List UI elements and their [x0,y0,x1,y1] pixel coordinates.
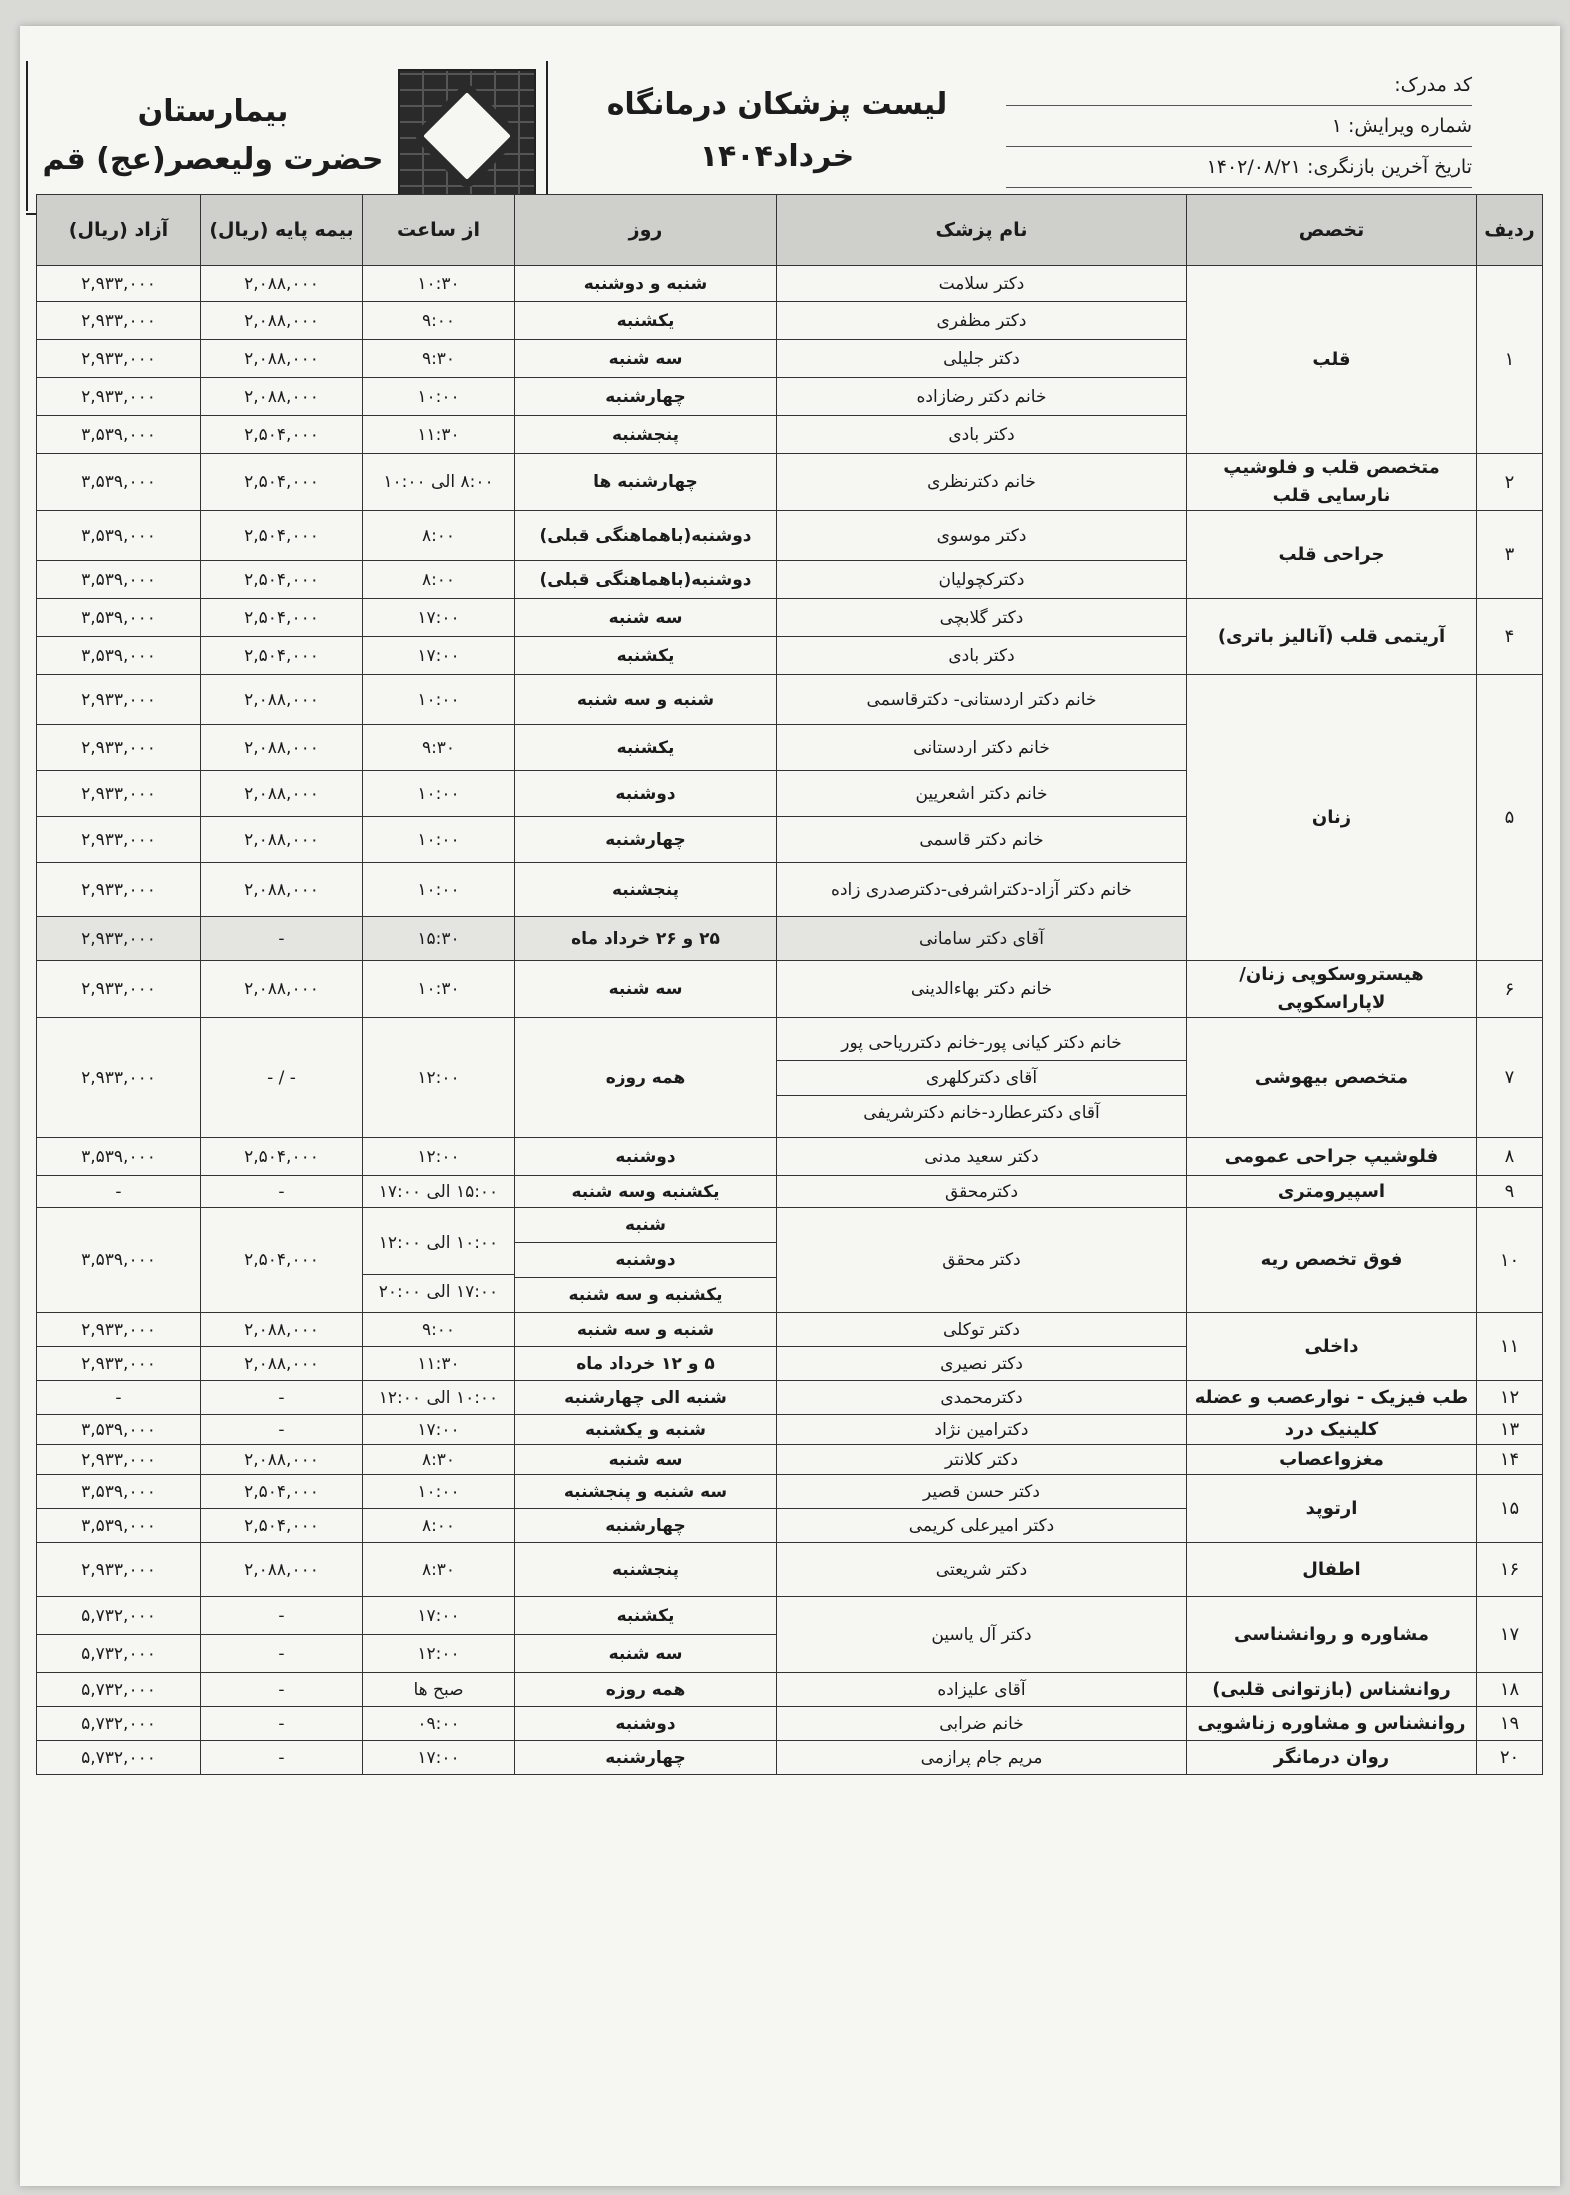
doctor-cell: دکتر محقق [777,1208,1187,1313]
specialty-cell: روانشناس (بازتوانی قلبی) [1187,1673,1477,1707]
free-price-cell: ۲,۹۳۳,۰۰۰ [37,1018,201,1138]
doctor-cell: خانم دکتر آزاد-دکتراشرفی-دکترصدری زاده [777,863,1187,917]
time-cell: ۸:۰۰ [363,511,515,561]
time-cell: ۱۱:۳۰ [363,416,515,454]
time-cell: ۹:۳۰ [363,725,515,771]
table-row [37,266,1543,302]
free-price-cell: ۲,۹۳۳,۰۰۰ [37,817,201,863]
time-cell: ۸:۳۰ [363,1543,515,1597]
row-number-cell: ۲۰ [1477,1741,1543,1775]
doctor-cell: دکتر سعید مدنی [777,1138,1187,1176]
specialty-cell: جراحی قلب [1187,511,1477,599]
free-price-cell: ۲,۹۳۳,۰۰۰ [37,1445,201,1475]
doctor-cell: دکترمحمدی [777,1381,1187,1415]
doctor-cell: خانم دکتر اردستانی- دکترقاسمی [777,675,1187,725]
table-row [37,1018,1543,1138]
day-cell: چهارشنبه [515,1741,777,1775]
insurance-price-cell: ۲,۵۰۴,۰۰۰ [201,561,363,599]
row-number-cell: ۱۷ [1477,1597,1543,1673]
specialty-cell: متخصص قلب و فلوشیپ نارسایی قلب [1187,454,1477,511]
insurance-price-cell: ۲,۰۸۸,۰۰۰ [201,302,363,340]
day-cell: یکشنبه [515,637,777,675]
doctor-cell: دکتر کلانتر [777,1445,1187,1475]
table-row [37,1741,1543,1775]
insurance-price-cell: ۲,۰۸۸,۰۰۰ [201,1347,363,1381]
time-cell: ۸:۰۰ [363,1509,515,1543]
doctor-cell: آقای علیزاده [777,1673,1187,1707]
doctor-cell: دکتر آل یاسین [777,1597,1187,1673]
free-price-cell: ۲,۹۳۳,۰۰۰ [37,917,201,961]
free-price-cell: ۳,۵۳۹,۰۰۰ [37,416,201,454]
day-cell: دوشنبه(باهماهنگی قبلی) [515,511,777,561]
insurance-price-cell: ۲,۰۸۸,۰۰۰ [201,378,363,416]
row-number-cell: ۲ [1477,454,1543,511]
document-header [26,61,1486,215]
document-title [546,61,1006,211]
doctor-cell: خانم دکتر اردستانی [777,725,1187,771]
insurance-price-cell: ۲,۵۰۴,۰۰۰ [201,511,363,561]
time-cell: ۱۵:۳۰ [363,917,515,961]
day-cell: چهارشنبه [515,1509,777,1543]
specialty-cell: قلب [1187,266,1477,454]
time-cell: ۱۱:۳۰ [363,1347,515,1381]
col-specialty: تخصص [1187,195,1477,266]
row-number-cell: ۱۶ [1477,1543,1543,1597]
free-price-cell: ۲,۹۳۳,۰۰۰ [37,771,201,817]
time-cell: ۱۰:۰۰ [363,817,515,863]
table-row [37,1475,1543,1509]
time-cell: ۱۰:۰۰ [363,675,515,725]
day-value: دوشنبه [515,1242,776,1277]
day-cell: همه روزه [515,1673,777,1707]
time-cell: ۱۷:۰۰ [363,599,515,637]
day-cell: پنجشنبه [515,863,777,917]
insurance-price-cell: ۲,۰۸۸,۰۰۰ [201,1445,363,1475]
table-row [37,675,1543,725]
insurance-price-cell: - [201,1597,363,1635]
free-price-cell: ۵,۷۳۲,۰۰۰ [37,1673,201,1707]
hospital-name-line1: بیمارستان [137,94,289,129]
time-cell: ۱۷:۰۰ [363,1741,515,1775]
specialty-cell: مغزواعصاب [1187,1445,1477,1475]
day-cell: شنبه و سه شنبه [515,1313,777,1347]
title-line1: لیست پزشکان درمانگاه [606,87,948,122]
time-cell: ۸:۰۰ الی ۱۰:۰۰ [363,454,515,511]
time-cell: ۹:۳۰ [363,340,515,378]
doctor-cell: دکترامین نژاد [777,1415,1187,1445]
table-body [37,266,1543,1775]
specialty-cell: آریتمی قلب (آنالیز باتری) [1187,599,1477,675]
doctor-cell: خانم دکتر اشعریین [777,771,1187,817]
day-cell: سه شنبه [515,1445,777,1475]
table-row [37,1176,1543,1208]
specialty-cell: متخصص بیهوشی [1187,1018,1477,1138]
table-row [37,1138,1543,1176]
free-price-cell: ۲,۹۳۳,۰۰۰ [37,302,201,340]
time-cell: ۱۲:۰۰ [363,1635,515,1673]
edition-number: شماره ویرایش: ۱ [1006,106,1472,147]
doctor-cell: دکتر امیرعلی کریمی [777,1509,1187,1543]
insurance-price-cell: - / - [201,1018,363,1138]
insurance-price-cell: - [201,1381,363,1415]
doctor-cell: دکتر بادی [777,637,1187,675]
doctor-cell: دکترکچولیان [777,561,1187,599]
table-row [37,1543,1543,1597]
row-number-cell: ۱۱ [1477,1313,1543,1381]
free-price-cell: ۲,۹۳۳,۰۰۰ [37,863,201,917]
row-number-cell: ۱۴ [1477,1445,1543,1475]
row-number-cell: ۹ [1477,1176,1543,1208]
document-sheet [20,26,1560,2186]
hospital-name-line2: حضرت ولیعصر(عج) قم [42,142,384,177]
doctor-cell: دکتر بادی [777,416,1187,454]
day-value: شنبه [625,1215,666,1235]
day-value: یکشنبه و سه شنبه [515,1277,776,1312]
col-row: ردیف [1477,195,1543,266]
day-cell: یکشنبه [515,725,777,771]
col-insurance: بیمه پایه (ریال) [201,195,363,266]
document-meta [1006,61,1486,211]
doctor-cell: خانم دکتر بهاءالدینی [777,961,1187,1018]
day-cell [515,1208,777,1313]
time-cell: ۸:۳۰ [363,1445,515,1475]
insurance-price-cell: ۲,۵۰۴,۰۰۰ [201,1475,363,1509]
time-cell: ۹:۰۰ [363,1313,515,1347]
insurance-price-cell: - [201,1673,363,1707]
free-price-cell: ۳,۵۳۹,۰۰۰ [37,1475,201,1509]
time-cell: ۱۲:۰۰ [363,1018,515,1138]
table-row [37,961,1543,1018]
row-number-cell: ۷ [1477,1018,1543,1138]
day-cell: دوشنبه(باهماهنگی قبلی) [515,561,777,599]
hospital-name [28,88,398,184]
day-cell: سه شنبه و پنجشنبه [515,1475,777,1509]
time-cell: ۱۰:۰۰ [363,378,515,416]
doctor-cell: مریم جام پرازمی [777,1741,1187,1775]
insurance-price-cell: ۲,۵۰۴,۰۰۰ [201,454,363,511]
day-cell: سه شنبه [515,599,777,637]
day-cell: دوشنبه [515,771,777,817]
free-price-cell: ۲,۹۳۳,۰۰۰ [37,378,201,416]
free-price-cell: ۳,۵۳۹,۰۰۰ [37,1208,201,1313]
doctor-cell [777,1018,1187,1138]
free-price-cell: ۳,۵۳۹,۰۰۰ [37,1138,201,1176]
specialty-cell: هیستروسکوپی زنان/لاپاراسکوپی [1187,961,1477,1018]
day-cell: شنبه و سه شنبه [515,675,777,725]
free-price-cell: ۳,۵۳۹,۰۰۰ [37,1415,201,1445]
col-doctor: نام پزشک [777,195,1187,266]
doctor-cell: دکتر نصیری [777,1347,1187,1381]
insurance-price-cell: ۲,۰۸۸,۰۰۰ [201,340,363,378]
table-row [37,599,1543,637]
free-price-cell: ۳,۵۳۹,۰۰۰ [37,1509,201,1543]
insurance-price-cell: ۲,۰۸۸,۰۰۰ [201,817,363,863]
doctors-table [36,194,1543,1775]
free-price-cell: ۲,۹۳۳,۰۰۰ [37,340,201,378]
table-row [37,1313,1543,1347]
insurance-price-cell: ۲,۰۸۸,۰۰۰ [201,771,363,817]
row-number-cell: ۱۸ [1477,1673,1543,1707]
hospital-block [26,61,546,211]
specialty-cell: روانشناس و مشاوره زناشویی [1187,1707,1477,1741]
specialty-cell: اسپیرومتری [1187,1176,1477,1208]
insurance-price-cell: ۲,۰۸۸,۰۰۰ [201,1313,363,1347]
hospital-logo-icon [398,69,536,203]
col-time: از ساعت [363,195,515,266]
row-number-cell: ۱۳ [1477,1415,1543,1445]
specialty-cell: فوق تخصص ریه [1187,1208,1477,1313]
insurance-price-cell: ۲,۰۸۸,۰۰۰ [201,863,363,917]
insurance-price-cell: - [201,1635,363,1673]
insurance-price-cell: ۲,۰۸۸,۰۰۰ [201,961,363,1018]
time-value: ۱۷:۰۰ الی ۲۰:۰۰ [363,1274,514,1309]
time-cell: ۸:۰۰ [363,561,515,599]
time-cell: ۱۷:۰۰ [363,1415,515,1445]
free-price-cell: ۳,۵۳۹,۰۰۰ [37,637,201,675]
free-price-cell: ۲,۹۳۳,۰۰۰ [37,1347,201,1381]
time-cell: ۱۰:۳۰ [363,266,515,302]
day-cell: همه روزه [515,1018,777,1138]
row-number-cell: ۴ [1477,599,1543,675]
doctor-cell: دکتر توکلی [777,1313,1187,1347]
time-cell: صبح ها [363,1673,515,1707]
free-price-cell: ۲,۹۳۳,۰۰۰ [37,675,201,725]
insurance-price-cell: - [201,1707,363,1741]
doctor-cell: دکتر گلابچی [777,599,1187,637]
specialty-cell: زنان [1187,675,1477,961]
table-row [37,511,1543,561]
insurance-price-cell: - [201,1415,363,1445]
table-row [37,1673,1543,1707]
specialty-cell: داخلی [1187,1313,1477,1381]
specialty-cell: روان درمانگر [1187,1741,1477,1775]
doctor-name: خانم دکتر کیانی پور-خانم دکترریاحی پور [841,1032,1122,1053]
doctor-cell: خانم ضرابی [777,1707,1187,1741]
doctor-cell: آقای دکتر سامانی [777,917,1187,961]
row-number-cell: ۸ [1477,1138,1543,1176]
col-day: روز [515,195,777,266]
specialty-cell: کلینیک درد [1187,1415,1477,1445]
table-row [37,1597,1543,1635]
row-number-cell: ۱۹ [1477,1707,1543,1741]
day-cell: ۵ و ۱۲ خرداد ماه [515,1347,777,1381]
day-cell: چهارشنبه ها [515,454,777,511]
time-cell: ۱۰:۰۰ [363,1475,515,1509]
doctor-cell: دکترمحقق [777,1176,1187,1208]
specialty-cell: اطفال [1187,1543,1477,1597]
free-price-cell: ۳,۵۳۹,۰۰۰ [37,511,201,561]
day-cell: چهارشنبه [515,817,777,863]
free-price-cell: ۲,۹۳۳,۰۰۰ [37,266,201,302]
day-cell: سه شنبه [515,1635,777,1673]
doctor-name: آقای دکترکلهری [777,1060,1186,1095]
time-cell: ۰۹:۰۰ [363,1707,515,1741]
specialty-cell: طب فیزیک - نوارعصب و عضله [1187,1381,1477,1415]
row-number-cell: ۱۰ [1477,1208,1543,1313]
doctor-cell: دکتر موسوی [777,511,1187,561]
free-price-cell: ۲,۹۳۳,۰۰۰ [37,1313,201,1347]
free-price-cell: ۳,۵۳۹,۰۰۰ [37,561,201,599]
table-row [37,1381,1543,1415]
specialty-cell: فلوشیپ جراحی عمومی [1187,1138,1477,1176]
insurance-price-cell: - [201,1741,363,1775]
table-row [37,1208,1543,1313]
free-price-cell: - [37,1176,201,1208]
day-cell: یکشنبه وسه شنبه [515,1176,777,1208]
row-number-cell: ۵ [1477,675,1543,961]
day-cell: دوشنبه [515,1707,777,1741]
free-price-cell: ۵,۷۳۲,۰۰۰ [37,1707,201,1741]
specialty-cell: ارتوپد [1187,1475,1477,1543]
time-cell: ۹:۰۰ [363,302,515,340]
doctor-cell: خانم دکتر قاسمی [777,817,1187,863]
time-cell: ۱۷:۰۰ [363,1597,515,1635]
doctor-cell: خانم دکترنظری [777,454,1187,511]
title-line2: خرداد۱۴۰۴ [699,139,855,174]
day-cell: سه شنبه [515,961,777,1018]
insurance-price-cell: ۲,۰۸۸,۰۰۰ [201,266,363,302]
time-cell: ۱۲:۰۰ [363,1138,515,1176]
doctor-cell: خانم دکتر رضازاده [777,378,1187,416]
col-free: آزاد (ریال) [37,195,201,266]
table-row [37,1445,1543,1475]
day-cell: سه شنبه [515,340,777,378]
insurance-price-cell: - [201,1176,363,1208]
day-cell: دوشنبه [515,1138,777,1176]
time-cell: ۱۷:۰۰ [363,637,515,675]
table-row [37,1415,1543,1445]
time-cell: ۱۵:۰۰ الی ۱۷:۰۰ [363,1176,515,1208]
row-number-cell: ۶ [1477,961,1543,1018]
time-cell: ۱۰:۳۰ [363,961,515,1018]
doctor-cell: دکتر سلامت [777,266,1187,302]
free-price-cell: ۲,۹۳۳,۰۰۰ [37,961,201,1018]
insurance-price-cell: - [201,917,363,961]
day-cell: پنجشنبه [515,1543,777,1597]
doc-code: کد مدرک: [1006,65,1472,106]
day-cell: چهارشنبه [515,378,777,416]
free-price-cell: ۵,۷۳۲,۰۰۰ [37,1597,201,1635]
insurance-price-cell: ۲,۵۰۴,۰۰۰ [201,1208,363,1313]
free-price-cell: ۵,۷۳۲,۰۰۰ [37,1741,201,1775]
last-review-date: تاریخ آخرین بازنگری: ۱۴۰۲/۰۸/۲۱ [1006,147,1472,188]
insurance-price-cell: ۲,۵۰۴,۰۰۰ [201,1509,363,1543]
day-cell: شنبه الی چهارشنبه [515,1381,777,1415]
doctor-name: آقای دکترعطارد-خانم دکترشریفی [777,1095,1186,1130]
row-number-cell: ۱۵ [1477,1475,1543,1543]
insurance-price-cell: ۲,۵۰۴,۰۰۰ [201,1138,363,1176]
insurance-price-cell: ۲,۰۸۸,۰۰۰ [201,675,363,725]
day-cell: شنبه و یکشنبه [515,1415,777,1445]
free-price-cell: ۲,۹۳۳,۰۰۰ [37,1543,201,1597]
doctor-cell: دکتر مظفری [777,302,1187,340]
table-row [37,454,1543,511]
insurance-price-cell: ۲,۰۸۸,۰۰۰ [201,1543,363,1597]
insurance-price-cell: ۲,۵۰۴,۰۰۰ [201,599,363,637]
free-price-cell: ۲,۹۳۳,۰۰۰ [37,725,201,771]
free-price-cell: - [37,1381,201,1415]
doctor-cell: دکتر شریعتی [777,1543,1187,1597]
day-cell: پنجشنبه [515,416,777,454]
time-cell [363,1208,515,1313]
insurance-price-cell: ۲,۵۰۴,۰۰۰ [201,416,363,454]
free-price-cell: ۵,۷۳۲,۰۰۰ [37,1635,201,1673]
table-header-row [37,195,1543,266]
row-number-cell: ۳ [1477,511,1543,599]
insurance-price-cell: ۲,۰۸۸,۰۰۰ [201,725,363,771]
time-cell: ۱۰:۰۰ [363,771,515,817]
free-price-cell: ۳,۵۳۹,۰۰۰ [37,454,201,511]
doctor-cell: دکتر حسن قصیر [777,1475,1187,1509]
row-number-cell: ۱۲ [1477,1381,1543,1415]
day-cell: ۲۵ و ۲۶ خرداد ماه [515,917,777,961]
time-cell: ۱۰:۰۰ [363,863,515,917]
day-cell: شنبه و دوشنبه [515,266,777,302]
time-cell: ۱۰:۰۰ الی ۱۲:۰۰ [363,1381,515,1415]
specialty-cell: مشاوره و روانشناسی [1187,1597,1477,1673]
table-row [37,1707,1543,1741]
doctor-cell: دکتر جلیلی [777,340,1187,378]
time-value: ۱۰:۰۰ الی ۱۲:۰۰ [378,1232,499,1253]
insurance-price-cell: ۲,۵۰۴,۰۰۰ [201,637,363,675]
row-number-cell: ۱ [1477,266,1543,454]
day-cell: یکشنبه [515,1597,777,1635]
free-price-cell: ۳,۵۳۹,۰۰۰ [37,599,201,637]
day-cell: یکشنبه [515,302,777,340]
